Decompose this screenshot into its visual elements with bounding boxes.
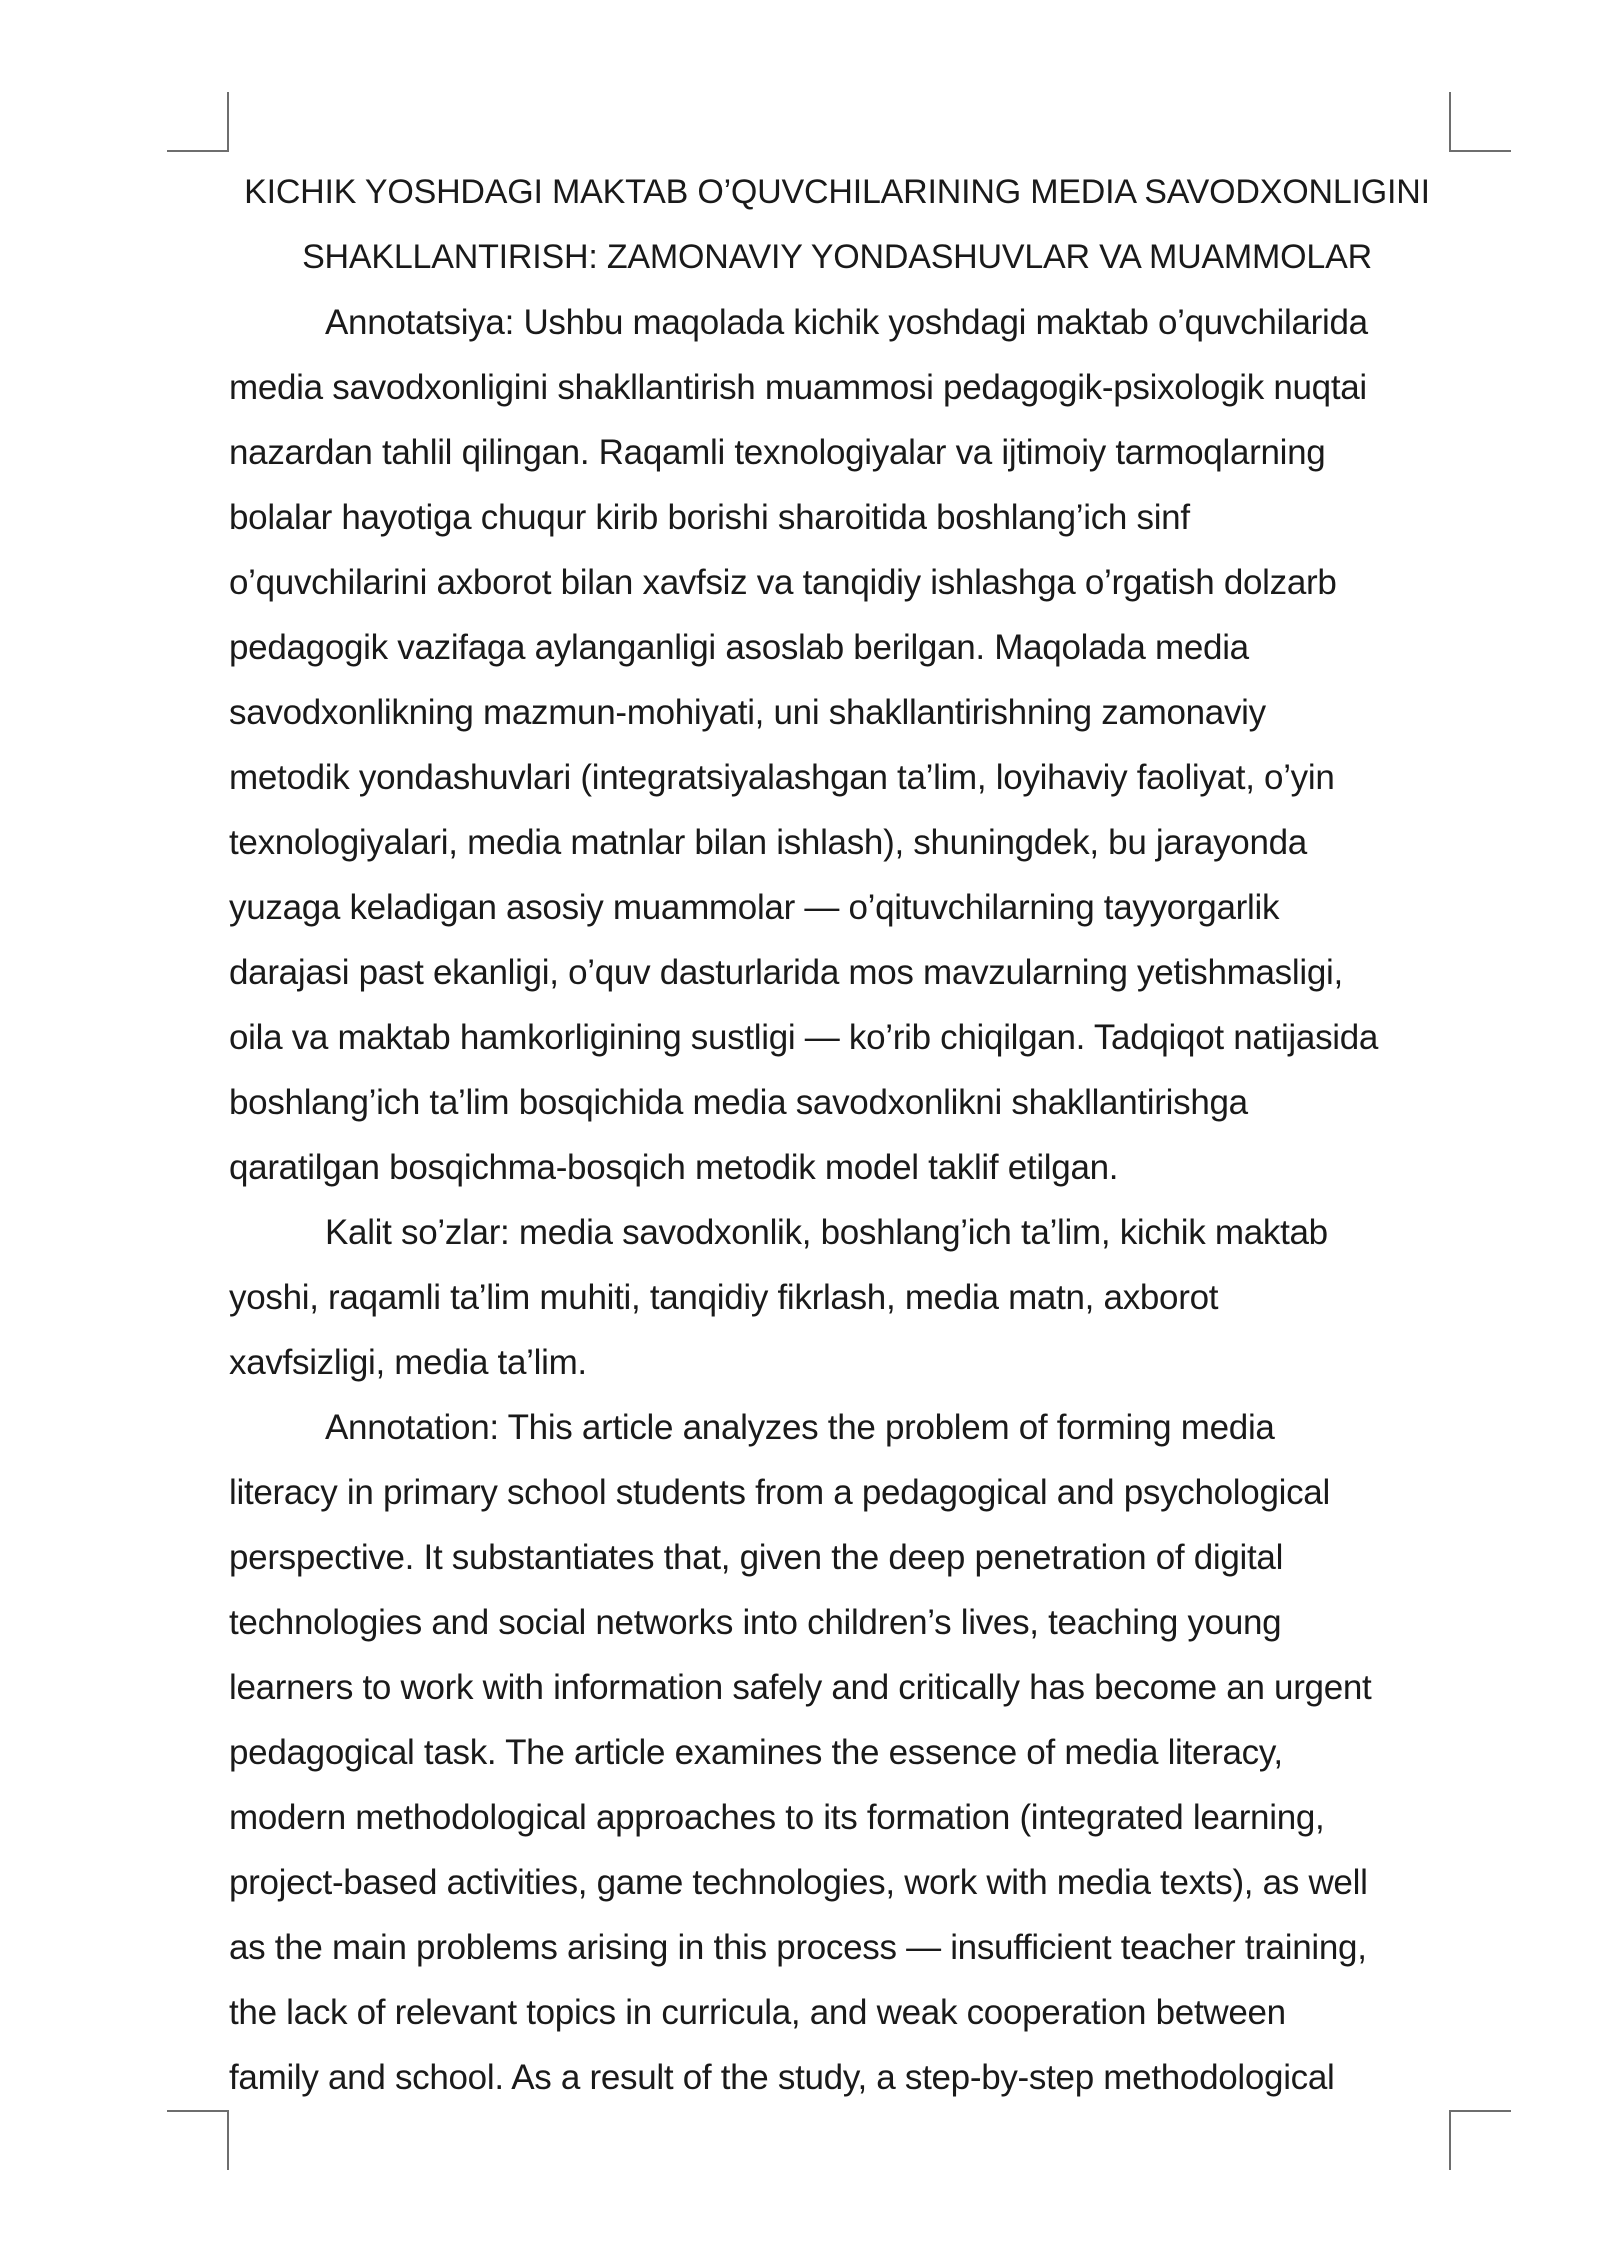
annotation-en-line: family and school. As a result of the study, a step-by-step methodological xyxy=(229,2058,1335,2097)
crop-mark-bottom-right-horizontal xyxy=(1449,2110,1511,2112)
crop-mark-bottom-left-vertical xyxy=(227,2110,229,2170)
annotation-en-line: technologies and social networks into children’s lives, teaching young xyxy=(229,1603,1282,1642)
annotation-uz-line: texnologiyalari, media matnlar bilan ishlash), shuningdek, bu jarayonda xyxy=(229,823,1307,862)
annotation-en xyxy=(229,1395,1445,2110)
annotation-en-line: project-based activities, game technologies, work with media texts), as well xyxy=(229,1863,1368,1902)
crop-mark-top-left-vertical xyxy=(227,92,229,152)
annotation-en-line: Annotation: This article analyzes the problem of forming media xyxy=(325,1408,1275,1447)
crop-mark-top-right-vertical xyxy=(1449,92,1451,152)
annotation-en-line: pedagogical task. The article examines the essence of media literacy, xyxy=(229,1733,1283,1772)
annotation-uz-line: o’quvchilarini axborot bilan xavfsiz va tanqidiy ishlashga o’rgatish dolzarb xyxy=(229,563,1337,602)
article-title xyxy=(229,160,1445,290)
annotation-en-line: learners to work with information safely and critically has become an urgent xyxy=(229,1668,1372,1707)
annotation-uz xyxy=(229,290,1445,1200)
annotation-uz-line: pedagogik vazifaga aylanganligi asoslab berilgan. Maqolada media xyxy=(229,628,1249,667)
crop-mark-top-right-horizontal xyxy=(1449,150,1511,152)
annotation-uz-line: Annotatsiya: Ushbu maqolada kichik yoshdagi maktab o’quvchilarida xyxy=(325,303,1368,342)
page-content xyxy=(229,160,1445,2110)
annotation-uz-line: oila va maktab hamkorligining sustligi — ko’rib chiqilgan. Tadqiqot natijasida xyxy=(229,1018,1379,1057)
annotation-uz-line: boshlang’ich ta’lim bosqichida media savodxonlikni shakllantirishga xyxy=(229,1083,1248,1122)
annotation-uz-line: qaratilgan bosqichma-bosqich metodik model taklif etilgan. xyxy=(229,1148,1119,1187)
annotation-en-line: as the main problems arising in this process — insufficient teacher training, xyxy=(229,1928,1367,1967)
crop-mark-top-left-horizontal xyxy=(167,150,229,152)
annotation-uz-line: nazardan tahlil qilingan. Raqamli texnologiyalar va ijtimoiy tarmoqlarning xyxy=(229,433,1326,472)
annotation-en-line: modern methodological approaches to its formation (integrated learning, xyxy=(229,1798,1325,1837)
title-line: KICHIK YOSHDAGI MAKTAB O’QUVCHILARINING MEDIA SAVODXONLIGINI xyxy=(244,173,1430,211)
annotation-en-line: literacy in primary school students from a pedagogical and psychological xyxy=(229,1473,1330,1512)
keywords-uz-line: xavfsizligi, media ta’lim. xyxy=(229,1343,587,1382)
annotation-uz-line: media savodxonligini shakllantirish muammosi pedagogik-psixologik nuqtai xyxy=(229,368,1367,407)
title-line: SHAKLLANTIRISH: ZAMONAVIY YONDASHUVLAR VA MUAMMOLAR xyxy=(302,238,1372,276)
keywords-uz xyxy=(229,1200,1445,1395)
annotation-en-line: perspective. It substantiates that, given the deep penetration of digital xyxy=(229,1538,1284,1577)
annotation-uz-line: savodxonlikning mazmun-mohiyati, uni shakllantirishning zamonaviy xyxy=(229,693,1266,732)
annotation-uz-line: darajasi past ekanligi, o’quv dasturlarida mos mavzularning yetishmasligi, xyxy=(229,953,1343,992)
annotation-uz-line: metodik yondashuvlari (integratsiyalashgan ta’lim, loyihaviy faoliyat, o’yin xyxy=(229,758,1335,797)
keywords-uz-line: Kalit so’zlar: media savodxonlik, boshlang’ich ta’lim, kichik maktab xyxy=(325,1213,1328,1252)
annotation-en-line: the lack of relevant topics in curricula, and weak cooperation between xyxy=(229,1993,1286,2032)
annotation-uz-line: bolalar hayotiga chuqur kirib borishi sharoitida boshlang’ich sinf xyxy=(229,498,1190,537)
annotation-uz-line: yuzaga keladigan asosiy muammolar — o’qituvchilarning tayyorgarlik xyxy=(229,888,1280,927)
crop-mark-bottom-left-horizontal xyxy=(167,2110,229,2112)
keywords-uz-line: yoshi, raqamli ta’lim muhiti, tanqidiy fikrlash, media matn, axborot xyxy=(229,1278,1219,1317)
crop-mark-bottom-right-vertical xyxy=(1449,2110,1451,2170)
